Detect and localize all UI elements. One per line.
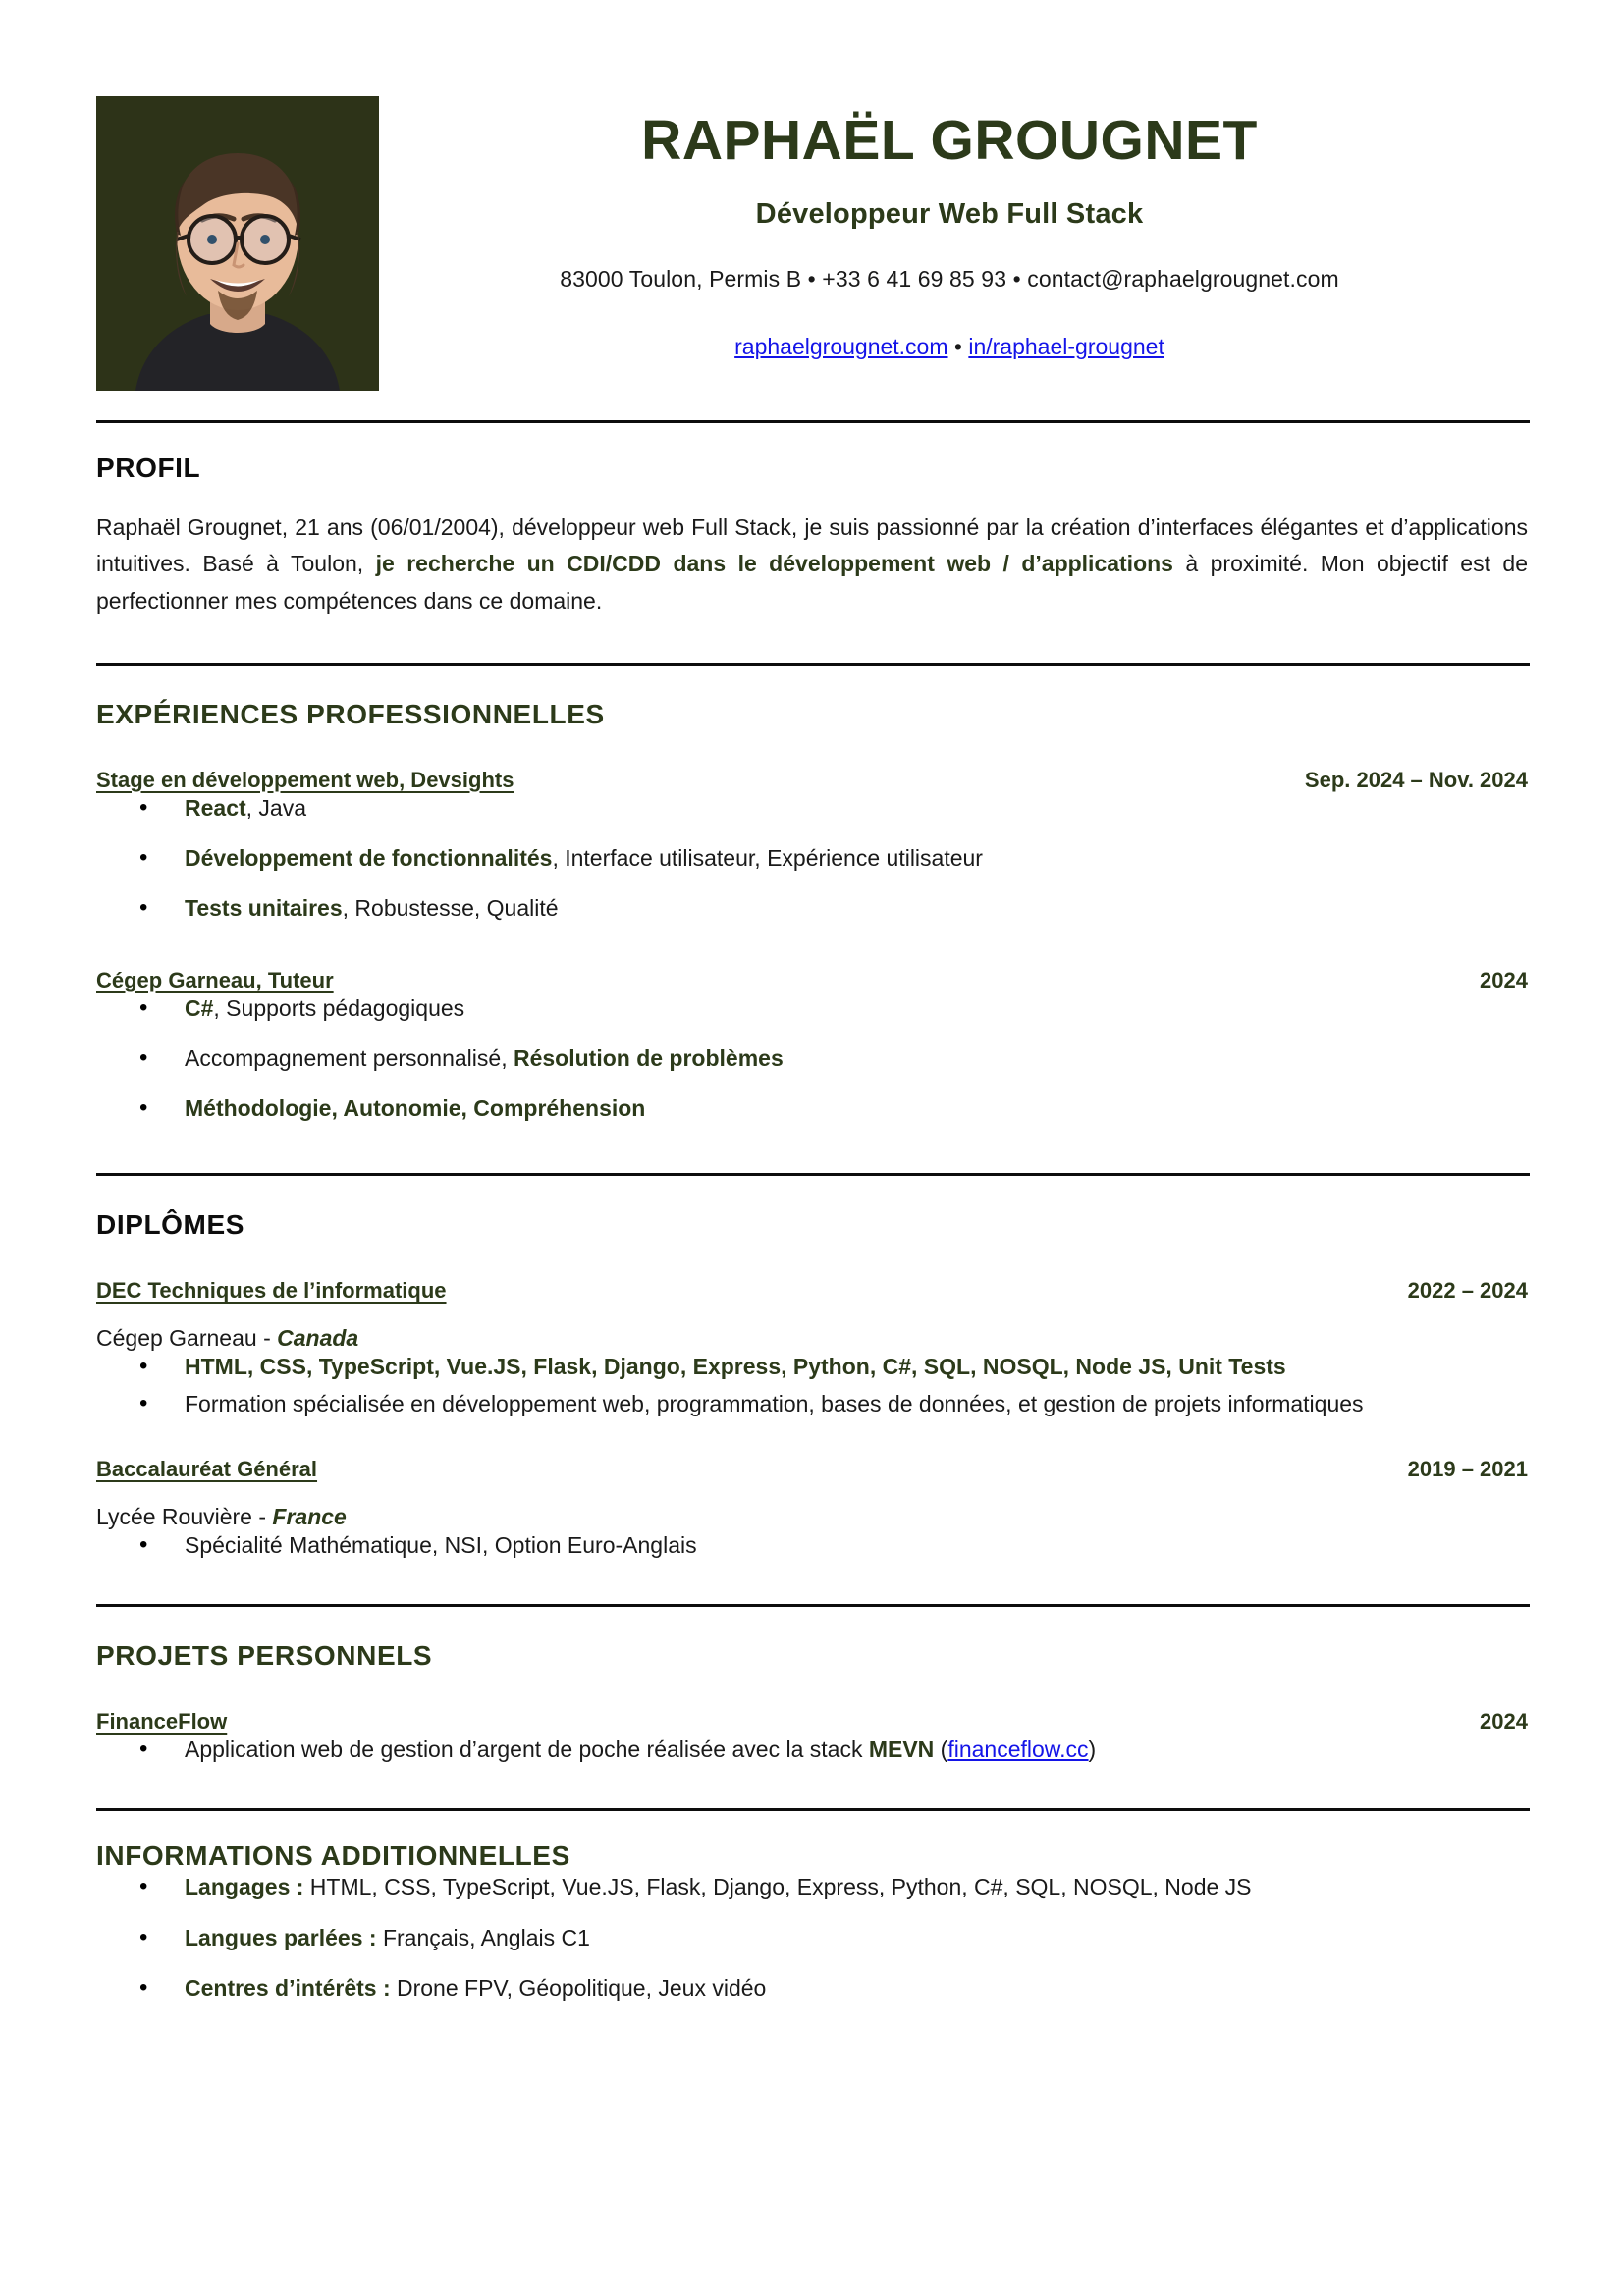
profil-highlight: je recherche un CDI/CDD dans le développement web / d’applications [375, 551, 1173, 577]
bullet-rest: Formation spécialisée en développement web, programmation, bases de données, et gestion de projets informatiques [185, 1390, 1364, 1416]
profil-text-part2: à proximité. Mon objectif est de perfectionner mes compétences dans ce domaine. [96, 551, 1528, 614]
bullet-rest: , Java [245, 794, 307, 821]
profil-paragraph [96, 509, 1528, 619]
website-link[interactable]: raphaelgrougnet.com [734, 333, 948, 359]
bullet-bold: Développement de fonctionnalités [185, 845, 553, 872]
list-item [96, 1389, 1528, 1419]
project-entry [96, 1709, 1528, 1765]
paren-open: ( [934, 1736, 948, 1763]
diploma-entry [96, 1278, 1528, 1419]
entry-title: Stage en développement web, Devsights [96, 767, 514, 792]
profile-photo [96, 96, 379, 391]
links-line [389, 334, 1510, 360]
divider-header [96, 420, 1530, 423]
school-country: Canada [277, 1325, 359, 1352]
bullet-bold: Méthodologie, Autonomie, Compréhension [185, 1095, 646, 1122]
info-value: HTML, CSS, TypeScript, Vue.JS, Flask, Django, Express, Python, C#, SQL, NOSQL, Node JS [303, 1874, 1252, 1900]
info-value: Français, Anglais C1 [376, 1924, 590, 1950]
informations-list [96, 1872, 1528, 2003]
bullet-bold: Tests unitaires [185, 895, 343, 922]
profil-text-part1: Raphaël Grougnet, 21 ans (06/01/2004), développeur web Full Stack, je suis passionné par la création d’interfaces élégantes et d’applications intuitives. Basé à Toulon, [96, 514, 1528, 577]
section-title-experiences: EXPÉRIENCES PROFESSIONNELLES [96, 698, 605, 729]
section-projets [0, 1640, 1624, 1765]
info-value: Drone FPV, Géopolitique, Jeux vidéo [390, 1974, 767, 2001]
entry-date: 2024 [1480, 1709, 1528, 1735]
bullet-rest: Spécialité Mathématique, NSI, Option Euro-Anglais [185, 1531, 697, 1558]
section-title-projets: PROJETS PERSONNELS [96, 1640, 433, 1672]
list-item [96, 1872, 1528, 1902]
diploma-entry [96, 1457, 1528, 1561]
divider-projets [96, 1808, 1530, 1811]
school-country: France [272, 1503, 347, 1529]
list-item [96, 993, 1528, 1024]
entry-header [96, 1457, 1528, 1482]
entry-title: Cégep Garneau, Tuteur [96, 967, 334, 992]
paren-close: ) [1088, 1736, 1097, 1763]
entry-date: Sep. 2024 – Nov. 2024 [1304, 767, 1528, 792]
bullet-bold: React [185, 794, 246, 821]
list-item [96, 1043, 1528, 1074]
bullet-rest: , Supports pédagogiques [213, 994, 465, 1021]
entry-header [96, 768, 1528, 793]
entry-bullets [96, 1352, 1528, 1419]
entry-bullets [96, 993, 1528, 1125]
section-profil [0, 453, 1624, 619]
portrait-illustration [96, 96, 379, 391]
list-item [96, 1973, 1528, 2003]
bullet-bold-tail: Résolution de problèmes [513, 1044, 784, 1071]
divider-diplomes [96, 1604, 1530, 1607]
section-title-diplomes: DIPLÔMES [96, 1209, 245, 1241]
entry-title: Baccalauréat Général [96, 1456, 318, 1481]
entry-date: 2022 – 2024 [1407, 1278, 1528, 1304]
entry-title: DEC Techniques de l’informatique [96, 1278, 447, 1304]
section-informations [0, 1841, 1624, 2003]
contact-line: 83000 Toulon, Permis B • +33 6 41 69 85 93 • contact@raphaelgrougnet.com [560, 265, 1339, 292]
entry-school [96, 1325, 1528, 1352]
resume-header [0, 0, 1624, 391]
bullet-bold: HTML, CSS, TypeScript, Vue.JS, Flask, Django, Express, Python, C#, SQL, NOSQL, Node JS, Unit Tests [185, 1354, 1286, 1380]
entry-bullets [96, 793, 1528, 925]
page-title: RAPHAËL GROUGNET [641, 109, 1258, 172]
info-label: Langages : [185, 1874, 304, 1900]
bullet-rest: Accompagnement personnalisé, [185, 1044, 514, 1071]
linkedin-link[interactable]: in/raphael-grougnet [968, 333, 1164, 359]
link-separator: • [953, 333, 962, 359]
entry-school [96, 1504, 1528, 1530]
list-item [96, 793, 1528, 824]
school-name: Lycée Rouvière - [96, 1503, 273, 1529]
bullet-rest: , Interface utilisateur, Expérience utilisateur [552, 845, 983, 872]
list-item [96, 1735, 1528, 1765]
bullet-prefix: Application web de gestion d’argent de poche réalisée avec la stack [185, 1736, 869, 1763]
school-name: Cégep Garneau - [96, 1325, 278, 1352]
header-text-block [379, 96, 1530, 360]
entry-header [96, 1278, 1528, 1304]
info-label: Langues parlées : [185, 1924, 377, 1950]
list-item [96, 843, 1528, 874]
entry-date: 2019 – 2021 [1407, 1456, 1528, 1481]
bullet-bold: C# [185, 994, 214, 1021]
entry-bullets [96, 1735, 1528, 1765]
list-item [96, 1923, 1528, 1953]
bullet-bold: MEVN [868, 1736, 935, 1763]
list-item [96, 1352, 1528, 1382]
experience-entry [96, 768, 1528, 925]
project-link[interactable]: financeflow.cc [947, 1736, 1089, 1763]
job-title: Développeur Web Full Stack [755, 197, 1144, 230]
divider-profil [96, 663, 1530, 666]
section-title-informations: INFORMATIONS ADDITIONNELLES [96, 1841, 570, 1872]
entry-bullets [96, 1530, 1528, 1561]
entry-date: 2024 [1480, 967, 1528, 992]
divider-experiences [96, 1173, 1530, 1176]
entry-title: FinanceFlow [96, 1709, 228, 1735]
entry-header [96, 1709, 1528, 1735]
bullet-rest: , Robustesse, Qualité [342, 895, 559, 922]
list-item [96, 893, 1528, 924]
experience-entry [96, 968, 1528, 1125]
list-item [96, 1530, 1528, 1561]
list-item [96, 1094, 1528, 1124]
entry-header [96, 968, 1528, 993]
info-label: Centres d’intérêts : [185, 1974, 391, 2001]
section-diplomes [0, 1209, 1624, 1561]
section-title-profil: PROFIL [96, 453, 201, 483]
section-experiences [0, 699, 1624, 1125]
